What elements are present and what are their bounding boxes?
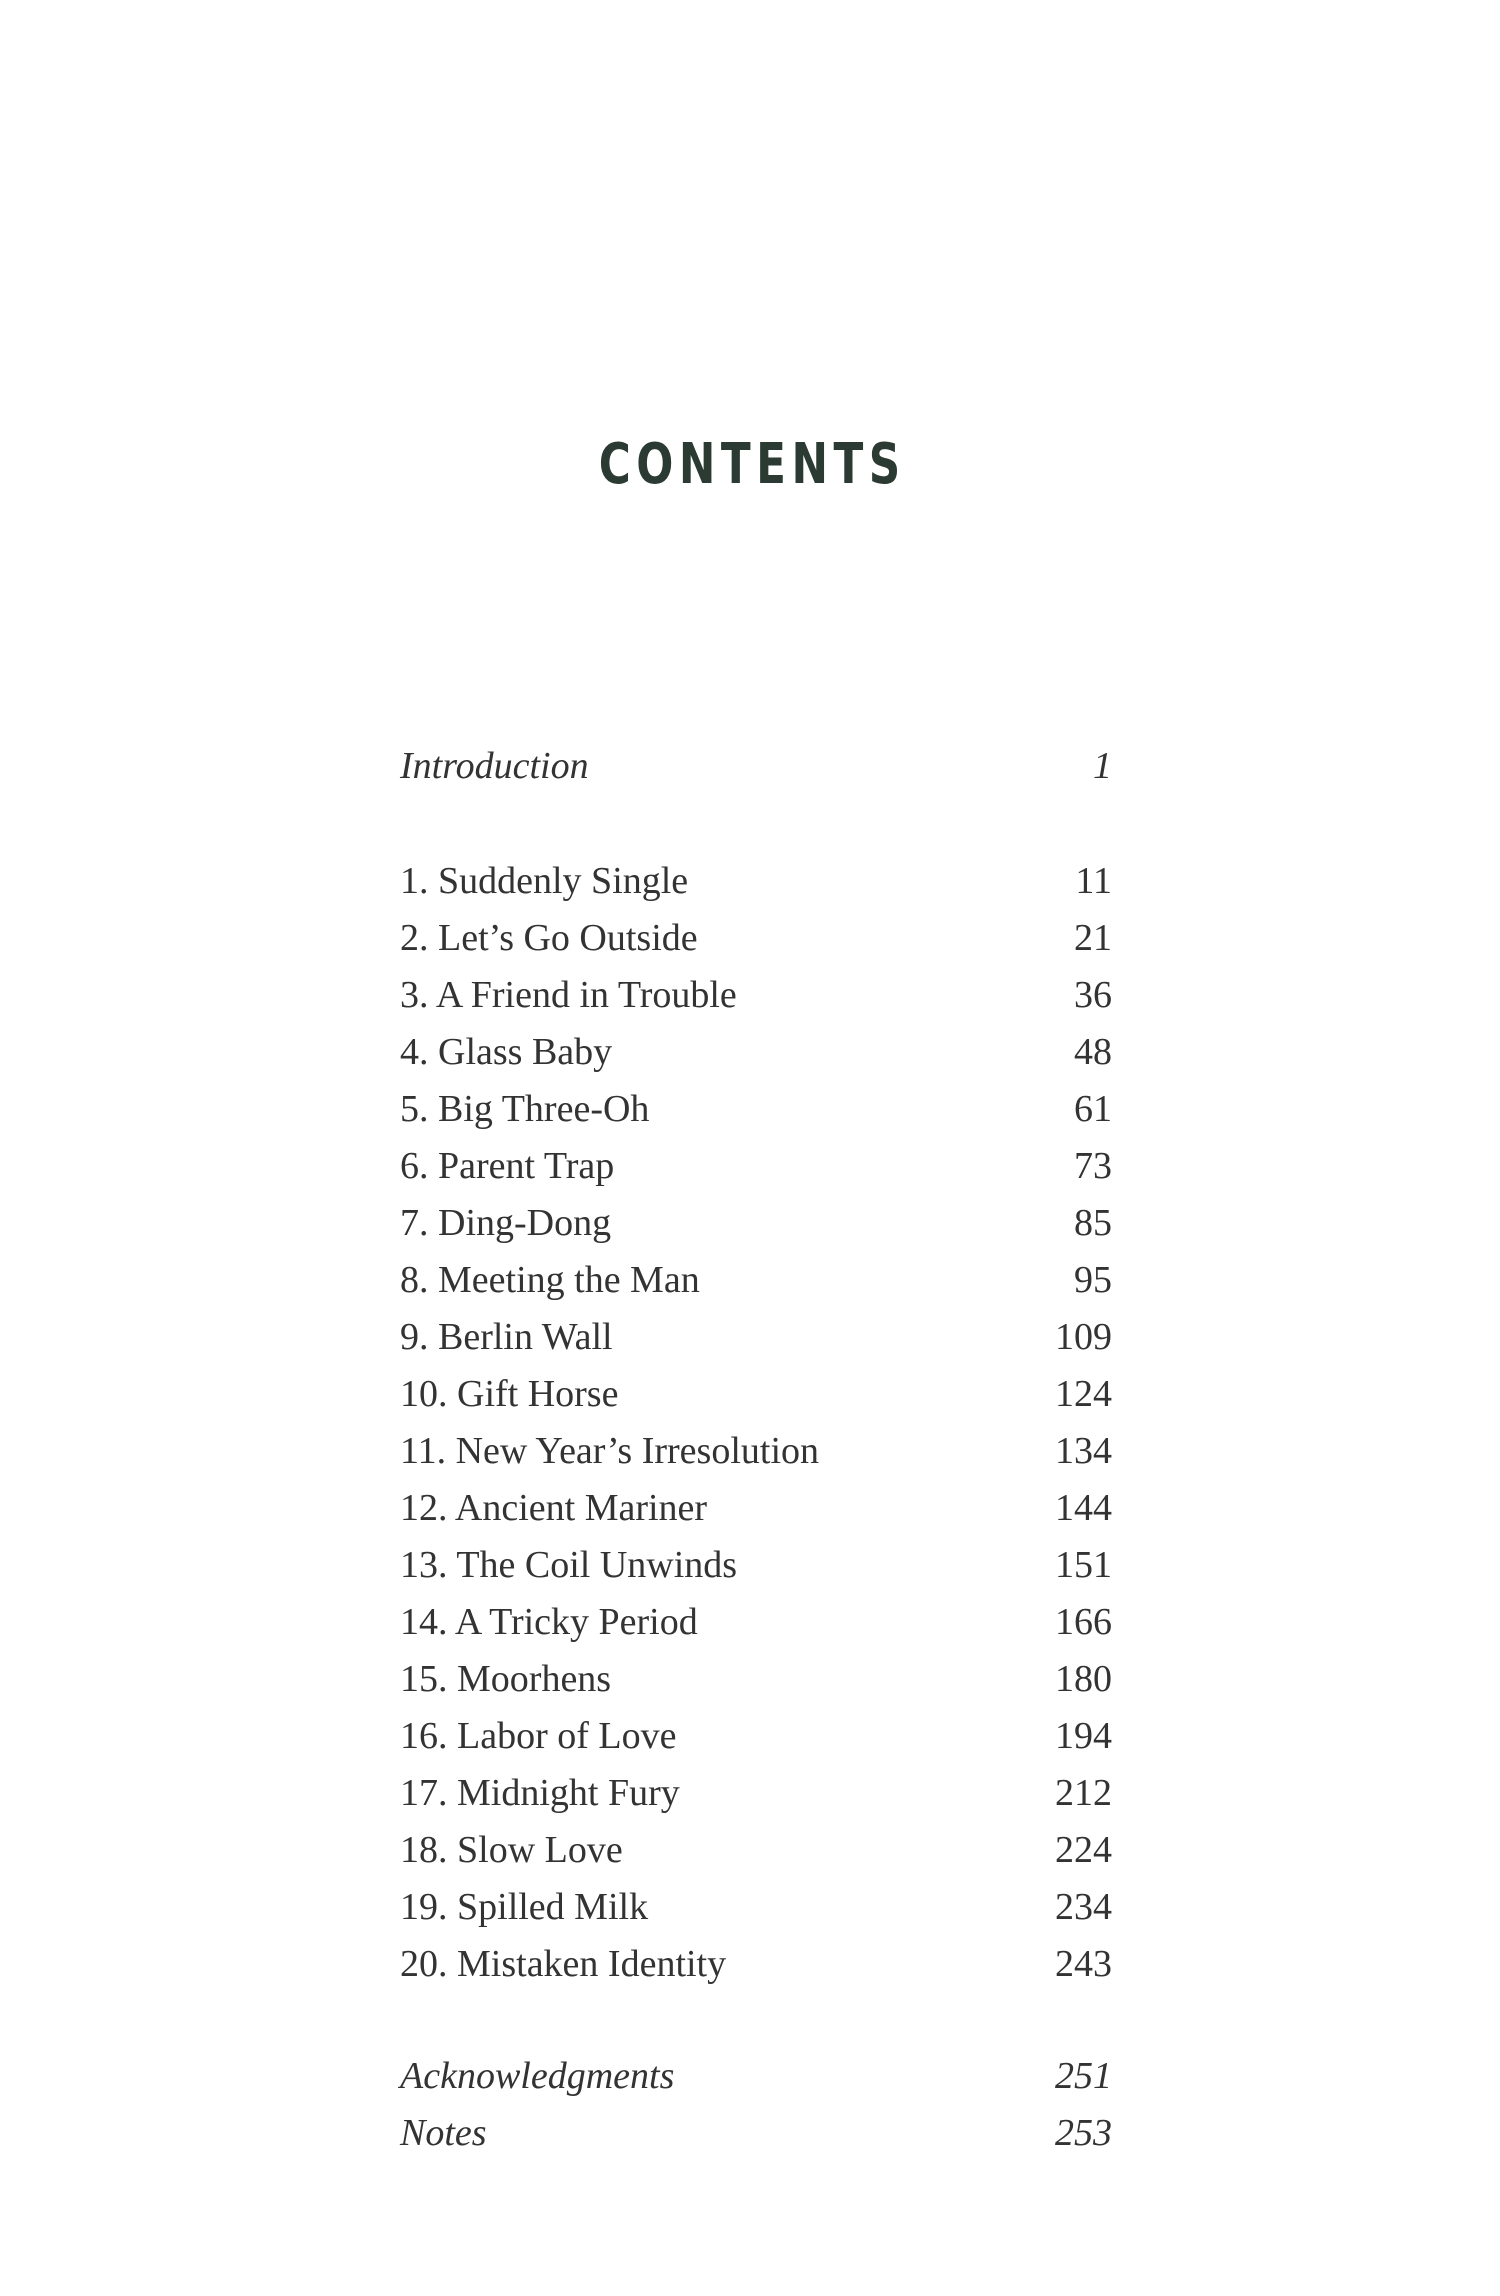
toc-row: [400, 1252, 1112, 1309]
toc-row: [400, 1480, 1112, 1537]
toc-entry-page: 253: [1055, 2112, 1112, 2154]
toc-row: [400, 910, 1112, 967]
toc-introduction: [400, 738, 1112, 795]
toc-row: [400, 1594, 1112, 1651]
toc-entry-page: 224: [1055, 1829, 1112, 1871]
toc-entry-page: 194: [1055, 1715, 1112, 1757]
toc-row: [400, 1822, 1112, 1879]
toc-entry-page: 73: [1074, 1145, 1112, 1187]
toc-entry-title: 6. Parent Trap: [400, 1145, 615, 1187]
toc-entry-page: 48: [1074, 1031, 1112, 1073]
toc-entry-page: 1: [1093, 745, 1112, 787]
toc-entry-page: 11: [1075, 860, 1112, 902]
toc-entry-title: 2. Let’s Go Outside: [400, 917, 698, 959]
toc-entry-page: 95: [1074, 1259, 1112, 1301]
toc-row: [400, 1309, 1112, 1366]
toc-entry-page: 212: [1055, 1772, 1112, 1814]
toc-entry-page: 234: [1055, 1886, 1112, 1928]
toc-entry-page: 144: [1055, 1487, 1112, 1529]
toc-row: [400, 1138, 1112, 1195]
toc-row: [400, 1708, 1112, 1765]
toc-row: [400, 2048, 1112, 2105]
toc-entry-page: 180: [1055, 1658, 1112, 1700]
toc-entry-title: 3. A Friend in Trouble: [400, 974, 737, 1016]
toc-entry-page: 124: [1055, 1373, 1112, 1415]
toc-row: [400, 1423, 1112, 1480]
toc-entry-title: 14. A Tricky Period: [400, 1601, 698, 1643]
toc-entry-title: 18. Slow Love: [400, 1829, 623, 1871]
toc-row: [400, 1366, 1112, 1423]
toc-entry-title: 10. Gift Horse: [400, 1373, 619, 1415]
toc-entry-page: 61: [1074, 1088, 1112, 1130]
toc-entry-title: 5. Big Three-Oh: [400, 1088, 650, 1130]
toc-entry-title: 13. The Coil Unwinds: [400, 1544, 738, 1586]
toc-entry-title: 16. Labor of Love: [400, 1715, 677, 1757]
toc-entry-page: 166: [1055, 1601, 1112, 1643]
toc-chapters: [400, 853, 1112, 1993]
toc-row: [400, 1081, 1112, 1138]
toc-entry-title: 19. Spilled Milk: [400, 1886, 649, 1928]
toc-row: [400, 1537, 1112, 1594]
toc-entry-title: 15. Moorhens: [400, 1658, 612, 1700]
toc-entry-page: 85: [1074, 1202, 1112, 1244]
toc-entry-title: 17. Midnight Fury: [400, 1772, 680, 1814]
toc-row: [400, 2105, 1112, 2162]
toc-row: [400, 1936, 1112, 1993]
toc-entry-page: 134: [1055, 1430, 1112, 1472]
toc-row: [400, 1765, 1112, 1822]
toc-entry-title: 20. Mistaken Identity: [400, 1943, 727, 1985]
toc-entry-title: Acknowledgments: [400, 2055, 675, 2097]
toc-entry-title: Introduction: [400, 745, 589, 787]
toc-entry-page: 251: [1055, 2055, 1112, 2097]
toc-entry-title: 11. New Year’s Irresolution: [400, 1430, 820, 1472]
toc-entry-page: 21: [1074, 917, 1112, 959]
toc-entry-title: 12. Ancient Mariner: [400, 1487, 708, 1529]
toc-entry-title: 1. Suddenly Single: [400, 860, 689, 902]
toc-entry-title: 7. Ding-Dong: [400, 1202, 612, 1244]
toc-backmatter: [400, 2048, 1112, 2162]
page-title: CONTENTS: [598, 432, 906, 497]
toc-row: [400, 1651, 1112, 1708]
toc-row: [400, 967, 1112, 1024]
toc-row: [400, 1879, 1112, 1936]
toc-row: [400, 1195, 1112, 1252]
toc-entry-title: 9. Berlin Wall: [400, 1316, 613, 1358]
toc-entry-page: 36: [1074, 974, 1112, 1016]
toc-entry-page: 243: [1055, 1943, 1112, 1985]
toc-entry-title: Notes: [400, 2112, 487, 2154]
toc-entry-page: 151: [1055, 1544, 1112, 1586]
toc-row: [400, 1024, 1112, 1081]
toc-entry-title: 8. Meeting the Man: [400, 1259, 700, 1301]
toc-entry-page: 109: [1055, 1316, 1112, 1358]
toc-row: [400, 738, 1112, 795]
toc-row: [400, 853, 1112, 910]
toc-entry-title: 4. Glass Baby: [400, 1031, 613, 1073]
